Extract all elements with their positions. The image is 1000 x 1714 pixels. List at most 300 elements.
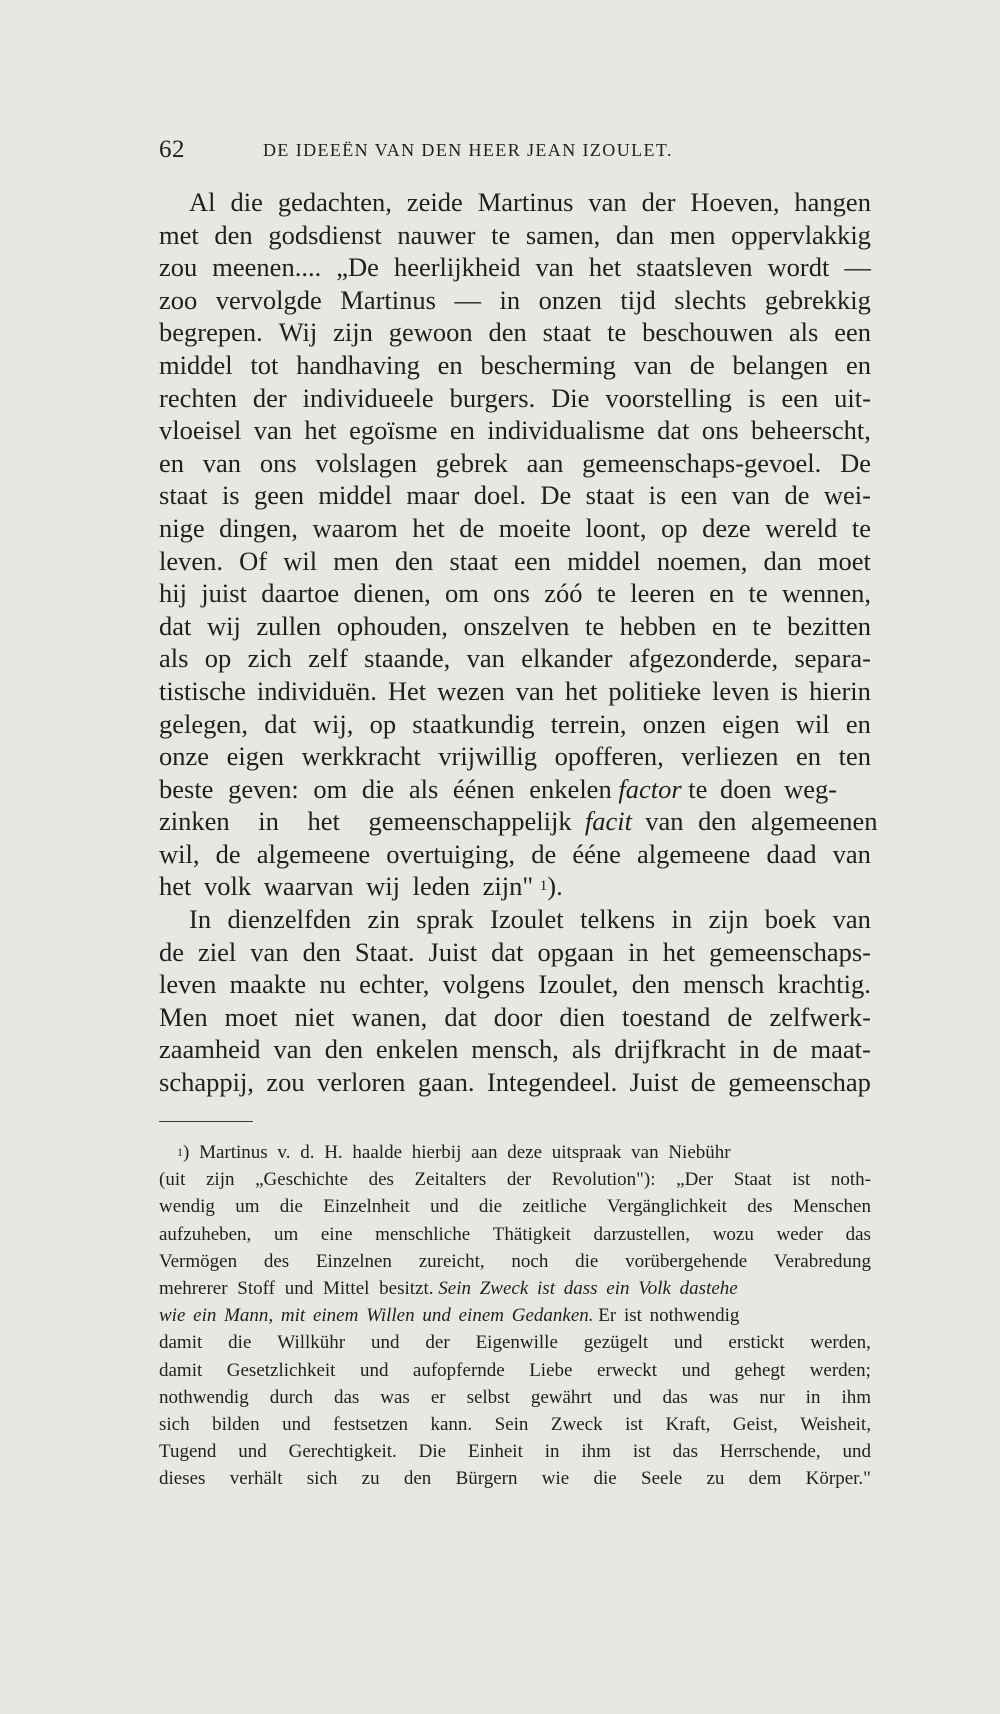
word: daad [766, 838, 817, 869]
word: hij [159, 578, 187, 609]
word: wendig [159, 1196, 215, 1218]
word: verliezen [681, 741, 779, 772]
word: und [371, 1332, 400, 1354]
word: in [805, 1386, 821, 1408]
text-line-factor [159, 773, 871, 806]
word: kann. [430, 1413, 473, 1435]
word: Tugend [159, 1441, 217, 1463]
word: op [369, 708, 397, 739]
word: Körper." [805, 1468, 871, 1490]
word: die [230, 187, 263, 217]
word: Of [239, 545, 268, 576]
word: dienzelfden [227, 904, 352, 935]
word: individualisme [487, 415, 645, 446]
word: een [834, 317, 871, 348]
word: Eigenwille [475, 1332, 558, 1354]
word: te [491, 219, 511, 250]
word: om [445, 578, 479, 609]
word: De [840, 447, 871, 478]
word: eigen [226, 741, 284, 772]
word: — [844, 252, 871, 283]
word: gelegen, [159, 708, 249, 739]
word: dat [657, 415, 690, 446]
word: darzustellen, [593, 1223, 691, 1245]
word: door [493, 1001, 543, 1032]
footnote-ref: 1 [539, 878, 548, 895]
word: ééne [572, 838, 621, 869]
word: Seele [641, 1468, 683, 1490]
word: en [437, 349, 463, 380]
word: moeite [498, 512, 571, 543]
word: terrein, [550, 708, 627, 739]
word: krachtig. [777, 969, 871, 1000]
word: zoo [159, 284, 198, 315]
word: zelf [308, 643, 348, 674]
word: das [672, 1441, 698, 1463]
footnote-line [159, 1221, 871, 1248]
word: bezitten [787, 610, 871, 641]
word: men [333, 545, 379, 576]
word: Al [189, 187, 216, 217]
word: Einzelnen [315, 1250, 392, 1272]
word: egoïsme [349, 415, 438, 446]
text-fragment: van den algemeenen [645, 806, 878, 837]
word: (uit [159, 1169, 186, 1191]
word: dan [615, 219, 655, 250]
word: ihm [581, 1441, 611, 1463]
word: gaan. [417, 1067, 475, 1098]
word: nu [319, 969, 346, 1000]
footnote-line [159, 1166, 871, 1193]
text-fragment: ) Martinus v. d. H. haalde hierbij aan deze uitspraak van Niebühr [183, 1142, 731, 1163]
word: aufopfernde [412, 1359, 505, 1381]
word: dieses [159, 1468, 206, 1490]
word: den [631, 969, 671, 1000]
word: ons [493, 578, 530, 609]
word: volslagen [315, 447, 417, 478]
word: mensch [683, 969, 765, 1000]
word: wij, [312, 708, 354, 739]
word: der [252, 382, 287, 413]
word: Liebe [529, 1359, 573, 1381]
text-line [159, 316, 871, 349]
word: die [279, 1196, 303, 1218]
text-line [159, 284, 871, 317]
word: vervolgde [215, 284, 322, 315]
word: is [221, 480, 240, 511]
word: werden, [810, 1332, 871, 1354]
word: en [845, 349, 871, 380]
word: „De [336, 252, 379, 283]
text-line [159, 219, 871, 252]
word: de [215, 838, 241, 869]
word: sich [306, 1468, 338, 1490]
text-line [159, 382, 871, 415]
word: eigen [722, 708, 780, 739]
word: Herrschende, [719, 1441, 821, 1463]
word: wil, [159, 838, 200, 869]
text-line [159, 610, 871, 643]
word: hangen [794, 187, 871, 217]
word: op [204, 643, 232, 674]
word: men [669, 219, 716, 250]
word: menschliche [375, 1223, 471, 1245]
word: oppervlakkig [731, 219, 871, 250]
word: van [832, 838, 871, 869]
word: afgezonderde, [628, 643, 779, 674]
word: het [304, 415, 337, 446]
word: waarom [312, 512, 398, 543]
word: wezen [437, 675, 505, 706]
word: het [412, 512, 445, 543]
word: und [674, 1332, 703, 1354]
word: was [708, 1386, 739, 1408]
word: den [403, 1468, 432, 1490]
word: „Der [676, 1169, 714, 1191]
word: een [514, 545, 551, 576]
word: De [540, 480, 572, 511]
word: die [228, 1332, 252, 1354]
word: des [368, 1169, 394, 1191]
word: zu [361, 1468, 380, 1490]
word: den [395, 545, 434, 576]
word: onszelven [463, 610, 570, 641]
word: zelfwerk- [769, 1001, 871, 1032]
text-line [159, 447, 871, 480]
word: van [466, 643, 505, 674]
word: ziel [198, 936, 237, 967]
word: te [752, 610, 772, 641]
word: aufzuheben, [159, 1223, 252, 1245]
word: dingen, [219, 512, 298, 543]
word: Menschen [792, 1196, 871, 1218]
text-line [159, 740, 871, 773]
word: wereld [765, 512, 838, 543]
running-title: DE IDEEËN VAN DEN HEER JEAN IZOULET. [263, 140, 673, 160]
word: als [788, 317, 819, 348]
word: ten [838, 741, 871, 772]
footnote-divider [159, 1121, 253, 1122]
word: zureicht, [418, 1250, 485, 1272]
word: staat [585, 480, 635, 511]
word: de [784, 480, 810, 511]
word: gedachten, [277, 187, 392, 217]
text-line [159, 1066, 871, 1099]
word: algemeene [637, 838, 751, 869]
word: dan [763, 545, 802, 576]
word: werkkracht [301, 741, 421, 772]
word: Martinus [477, 187, 574, 217]
word: Kraft, [665, 1413, 711, 1435]
word: Zweck [550, 1413, 603, 1435]
word: op [661, 512, 688, 543]
text-line [159, 642, 871, 675]
word: Sein [494, 1413, 529, 1435]
text-line [159, 1033, 871, 1066]
word: juist [201, 578, 247, 609]
text-line [159, 512, 871, 545]
word: tot [250, 349, 279, 380]
word: en [709, 578, 735, 609]
word: eine [320, 1223, 353, 1245]
text-line [159, 479, 871, 512]
word: staat [159, 480, 208, 511]
footnote-line [159, 1329, 871, 1356]
text-line [159, 708, 871, 741]
text-line [159, 903, 871, 936]
footnote-line [159, 1411, 871, 1438]
word: samen, [525, 219, 601, 250]
word: vorübergehende [625, 1250, 748, 1272]
word: beheerscht, [751, 415, 871, 446]
word: leven. [159, 545, 224, 576]
word: geen [254, 480, 305, 511]
word: overtuiging, [386, 838, 516, 869]
word: de [727, 1001, 753, 1032]
word: de [531, 838, 557, 869]
word: middel [159, 349, 233, 380]
word: und [681, 1359, 711, 1381]
footnote-line [159, 1248, 871, 1275]
word: Martinus [340, 284, 436, 315]
word: van [250, 936, 289, 967]
word: mensch, [471, 1034, 559, 1065]
word: en [845, 708, 871, 739]
text-line [159, 675, 871, 708]
word: in [739, 1034, 760, 1065]
word: die [478, 1196, 503, 1218]
word: um [273, 1223, 299, 1245]
text-line [159, 838, 871, 871]
word: het [662, 936, 696, 967]
text-fragment: zinken in het gemeenschappelijk [159, 806, 572, 837]
word: Integendeel. [486, 1067, 618, 1098]
word: zou [266, 1067, 305, 1098]
word: Juist [428, 936, 478, 967]
word: wozu [712, 1223, 754, 1245]
word: is [648, 480, 667, 511]
word: voorstelling [605, 382, 732, 413]
text-line [159, 349, 871, 382]
word: schappij, [159, 1067, 254, 1098]
word: und [430, 1196, 459, 1218]
word: zeitliche [522, 1196, 587, 1218]
main-text [159, 186, 878, 1099]
word: er [430, 1386, 446, 1408]
word: de [689, 349, 715, 380]
word: zeide [406, 187, 463, 217]
text-fragment: Er ist nothwendig [598, 1305, 740, 1327]
word: „Geschichte [255, 1169, 348, 1191]
word: gemeenschaps- [709, 936, 871, 967]
word: ophouden, [336, 610, 448, 641]
word: gebrekkig [764, 284, 871, 315]
word: uit- [834, 382, 871, 413]
word: noch [511, 1250, 549, 1272]
word: Thätigkeit [492, 1223, 571, 1245]
word: en [159, 447, 185, 478]
text-line [159, 577, 871, 610]
word: individuën. [256, 675, 377, 706]
word: slechts [674, 284, 747, 315]
word: ons [259, 447, 297, 478]
word: te [596, 578, 616, 609]
word: opgaan [537, 936, 615, 967]
word: gezügelt [583, 1332, 649, 1354]
footnote-line-mixed [159, 1302, 871, 1329]
word: staat [449, 545, 499, 576]
word: Zeitalters [414, 1169, 487, 1191]
word: Staat. [354, 936, 415, 967]
word: staat [542, 317, 592, 348]
word: leven [712, 675, 770, 706]
word: godsdienst [268, 219, 382, 250]
word: damit [159, 1332, 203, 1354]
word: het [564, 675, 598, 706]
word: staatsleven [636, 252, 753, 283]
word: zu [706, 1468, 725, 1490]
word: den [324, 1034, 363, 1065]
word: Die [551, 382, 590, 413]
word: das [662, 1386, 688, 1408]
word: de [459, 512, 485, 543]
word: wie [541, 1468, 570, 1490]
word: nur [759, 1386, 785, 1408]
word: Bürgern [455, 1468, 518, 1490]
word: wij [206, 610, 241, 641]
word: dat [264, 708, 297, 739]
word: wordt [767, 252, 830, 283]
word: de [159, 936, 185, 967]
word: volgens [442, 969, 526, 1000]
word: das [845, 1223, 871, 1245]
word: gewährt [530, 1386, 593, 1408]
word: Staat [733, 1169, 772, 1191]
word: ihm [841, 1386, 871, 1408]
word: wei- [823, 480, 871, 511]
text-line [159, 545, 871, 578]
footnote-line [159, 1438, 871, 1465]
text-fragment: mehrerer Stoff und Mittel besitzt. [159, 1277, 434, 1299]
word: nige [159, 512, 205, 543]
word: politieke [608, 675, 702, 706]
word: gebrek [435, 447, 508, 478]
word: doel. [473, 480, 526, 511]
word: van [535, 252, 574, 283]
word: Einzelnheit [323, 1196, 410, 1218]
word: ist [792, 1169, 811, 1191]
word: Verabredung [773, 1250, 871, 1272]
word: dem [748, 1468, 782, 1490]
word: sich [159, 1413, 190, 1435]
text-line [159, 936, 871, 969]
word: gemeenschaps-gevoel. [582, 447, 822, 478]
word: und [359, 1359, 389, 1381]
word: beschouwen [642, 317, 774, 348]
word: toestand [622, 1001, 711, 1032]
word: und [238, 1441, 267, 1463]
text-fragment: te doen weg- [688, 773, 838, 804]
word: onzen [538, 284, 602, 315]
word: In [189, 904, 212, 935]
word: des [747, 1196, 773, 1218]
text-fragment: ). [547, 871, 563, 902]
word: festsetzen [333, 1413, 408, 1435]
word: daartoe [261, 578, 340, 609]
word: und [282, 1413, 311, 1435]
text-line [159, 1001, 871, 1034]
word: das [333, 1386, 360, 1408]
word: nauwer [397, 219, 476, 250]
word: van [273, 1034, 312, 1065]
word: tijd [620, 284, 656, 315]
word: separa- [794, 643, 871, 674]
word: dat [491, 936, 524, 967]
word: drijfkracht [614, 1034, 727, 1065]
word: ist [632, 1441, 651, 1463]
word: ons [701, 415, 739, 446]
word: individueele [302, 382, 434, 413]
word: selbst [466, 1386, 510, 1408]
word: und [842, 1441, 871, 1463]
word: zijn [708, 904, 749, 935]
footnote-marker: 1 [177, 1145, 183, 1159]
word: wennen, [781, 578, 871, 609]
word: damit [159, 1359, 203, 1381]
word: ist [625, 1413, 644, 1435]
word: niet [294, 1001, 335, 1032]
word: Hoeven, [690, 187, 780, 217]
word: Weisheit, [800, 1413, 871, 1435]
word: verloren [317, 1067, 406, 1098]
word: noemen, [656, 545, 748, 576]
text-line [159, 414, 871, 447]
footnote-line [159, 1465, 871, 1492]
word: die [593, 1468, 617, 1490]
word: dat [159, 610, 192, 641]
word: als [159, 643, 189, 674]
word: zijn [333, 317, 373, 348]
italic-facit: facit [584, 806, 632, 837]
word: um [235, 1196, 260, 1218]
word: gemeenschap [728, 1067, 871, 1098]
word: en [795, 741, 821, 772]
word: burgers. [449, 382, 536, 413]
word: Geist, [732, 1413, 778, 1435]
word: van [202, 447, 242, 478]
word: die [575, 1250, 599, 1272]
word: gehegt [734, 1359, 786, 1381]
word: weder [776, 1223, 823, 1245]
word: der [641, 187, 676, 217]
word: rechten [159, 382, 237, 413]
word: begrepen. [159, 317, 263, 348]
word: te [585, 610, 605, 641]
word: Izoulet, [538, 969, 619, 1000]
word: zou [159, 252, 198, 283]
word: nothwendig [159, 1386, 249, 1408]
word: was [380, 1386, 410, 1408]
word: onzen [642, 708, 706, 739]
word: wil [283, 545, 318, 576]
text-line-facit [159, 805, 878, 838]
word: middel [318, 480, 393, 511]
word: des [263, 1250, 290, 1272]
word: durch [269, 1386, 313, 1408]
word: met [159, 219, 199, 250]
word: te [607, 317, 627, 348]
word: hierin [809, 675, 871, 706]
